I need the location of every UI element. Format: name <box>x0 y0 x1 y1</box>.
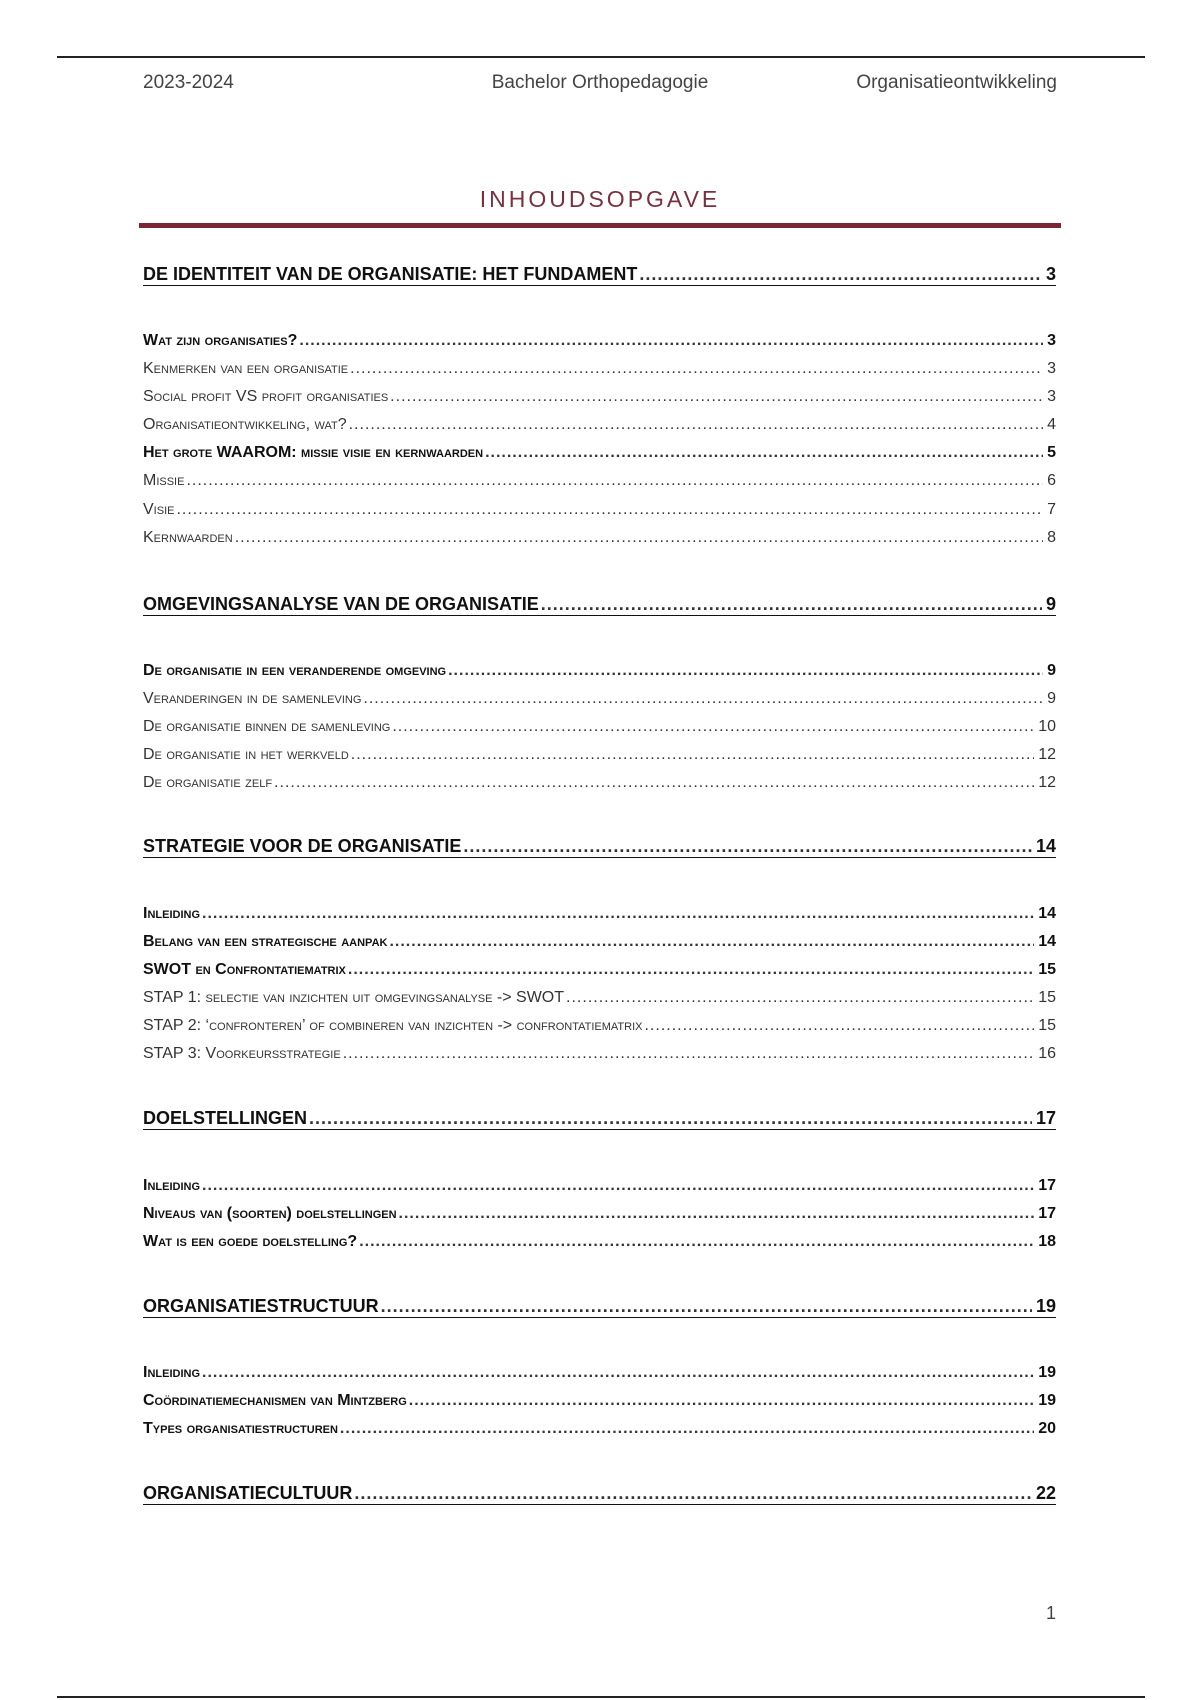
header-year: 2023-2024 <box>143 72 234 93</box>
toc-entry-stap-1[interactable]: STAP 1: selectie van inzichten uit omgevingsanalyse -> SWOT ..... 15 <box>143 988 1056 1008</box>
toc-entry-inleiding-structuur[interactable]: Inleiding ..... 19 <box>143 1363 1056 1383</box>
toc-entry-social-profit[interactable]: Social profit VS profit organisaties ..... 3 <box>143 387 1056 407</box>
toc-entry-mintzberg[interactable]: Coördinatiemechanismen van Mintzberg ..... 19 <box>143 1391 1056 1411</box>
toc-entry-kernwaarden[interactable]: Kernwaarden ..... 8 <box>143 528 1056 548</box>
toc-entry-organisatiestructuur[interactable]: ORGANISATIESTRUCTUUR ..... 19 <box>143 1296 1056 1318</box>
toc-entry-missie[interactable]: Missie ..... 6 <box>143 471 1056 491</box>
toc-entry-binnen-samenleving[interactable]: De organisatie binnen de samenleving ..... 10 <box>143 717 1056 737</box>
toc-entry-niveaus-doelstellingen[interactable]: Niveaus van (soorten) doelstellingen ..... 17 <box>143 1204 1056 1224</box>
header-course: Organisatieontwikkeling <box>856 72 1057 93</box>
toc-entry-stap-3[interactable]: STAP 3: Voorkeursstrategie ..... 16 <box>143 1044 1056 1064</box>
toc-entry-kenmerken[interactable]: Kenmerken van een organisatie ..... 3 <box>143 359 1056 379</box>
page-number: 1 <box>1045 1603 1056 1623</box>
header-program: Bachelor Orthopedagogie <box>491 72 709 93</box>
toc-entry-visie[interactable]: Visie ..... 7 <box>143 500 1056 520</box>
toc-entry-veranderingen-samenleving[interactable]: Veranderingen in de samenleving ..... 9 <box>143 689 1056 709</box>
toc-entry-inleiding-doelstellingen[interactable]: Inleiding ..... 17 <box>143 1176 1056 1196</box>
toc-entry-organisatieontwikkeling-wat[interactable]: Organisatieontwikkeling, wat? ..... 4 <box>143 415 1056 435</box>
toc-entry-strategie[interactable]: STRATEGIE VOOR DE ORGANISATIE ..... 14 <box>143 836 1056 858</box>
toc-entry-swot-confrontatiematrix[interactable]: SWOT en Confrontatiematrix ..... 15 <box>143 960 1056 980</box>
table-of-contents <box>143 0 1056 1600</box>
toc-entry-doelstellingen[interactable]: DOELSTELLINGEN ..... 17 <box>143 1108 1056 1130</box>
toc-entry-strategische-aanpak[interactable]: Belang van een strategische aanpak ..... 14 <box>143 932 1056 952</box>
toc-entry-stap-2[interactable]: STAP 2: ‘confronteren’ of combineren van inzichten -> confrontatiematrix ..... 15 <box>143 1016 1056 1036</box>
toc-entry-werkveld[interactable]: De organisatie in het werkveld ..... 12 <box>143 745 1056 765</box>
toc-entry-identiteit[interactable]: DE IDENTITEIT VAN DE ORGANISATIE: HET FUNDAMENT ..... 3 <box>143 264 1056 286</box>
toc-entry-wat-zijn-organisaties[interactable]: Wat zijn organisaties? ..... 3 <box>143 331 1056 351</box>
toc-entry-omgevingsanalyse[interactable]: OMGEVINGSANALYSE VAN DE ORGANISATIE ..... 9 <box>143 594 1056 616</box>
toc-title: INHOUDSOPGAVE <box>479 186 721 212</box>
footer-rule <box>57 1696 1145 1698</box>
toc-entry-veranderende-omgeving[interactable]: De organisatie in een veranderende omgeving ..... 9 <box>143 661 1056 681</box>
toc-entry-types-structuren[interactable]: Types organisatiestructuren ..... 20 <box>143 1419 1056 1439</box>
toc-entry-organisatie-zelf[interactable]: De organisatie zelf ..... 12 <box>143 773 1056 793</box>
toc-entry-inleiding-strategie[interactable]: Inleiding ..... 14 <box>143 904 1056 924</box>
toc-entry-goede-doelstelling[interactable]: Wat is een goede doelstelling? ..... 18 <box>143 1232 1056 1252</box>
toc-entry-organisatiecultuur[interactable]: ORGANISATIECULTUUR ..... 22 <box>143 1483 1056 1505</box>
toc-entry-grote-waarom[interactable]: Het grote WAAROM: missie visie en kernwaarden ..... 5 <box>143 443 1056 463</box>
